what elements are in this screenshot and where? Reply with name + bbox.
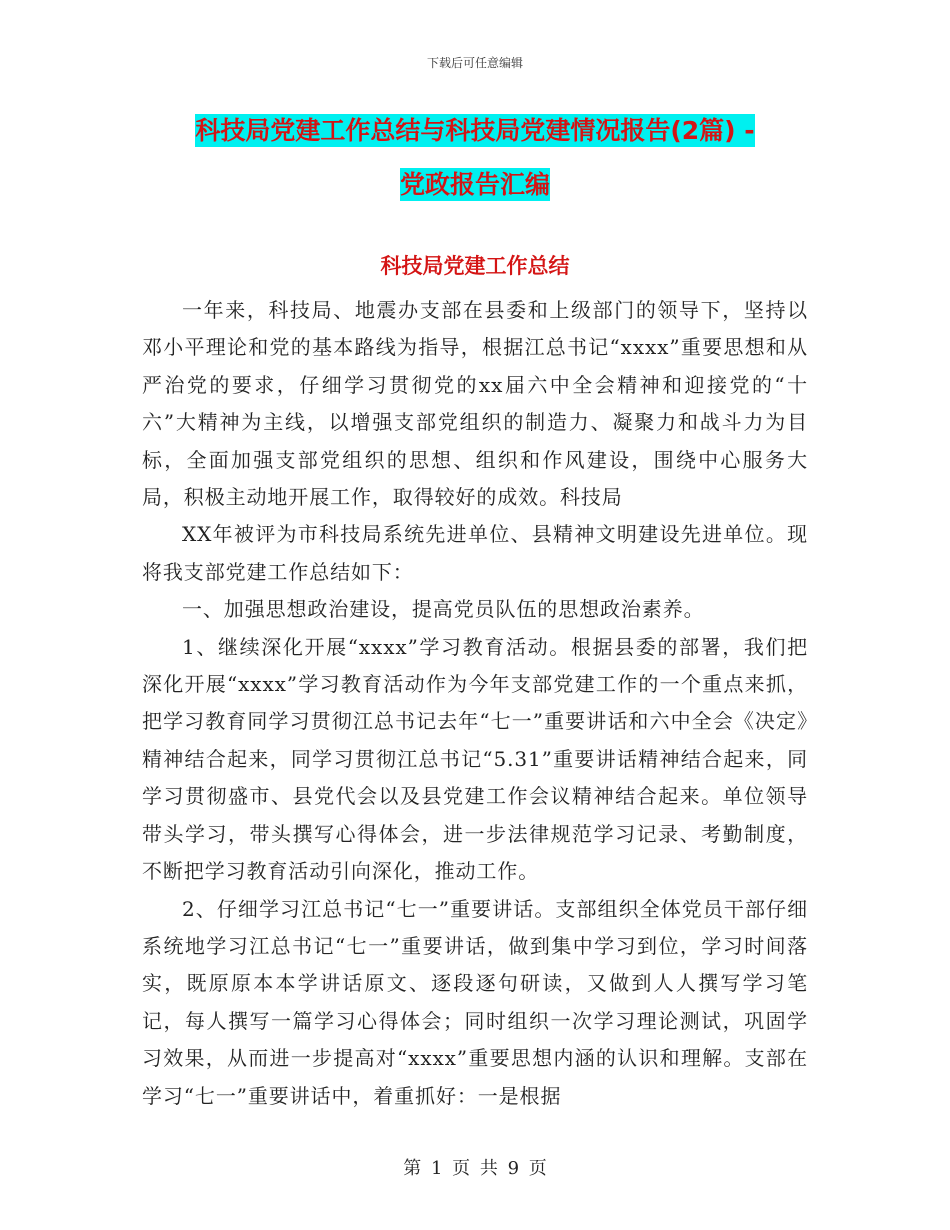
document-title: [0, 104, 950, 212]
paragraph: 2、仔细学习江总书记“七一”重要讲话。支部组织全体党员干部仔细系统地学习江总书记“七一”重要讲话，做到集中学习到位，学习时间落实，既原原本本学讲话原文、逐段逐句研读，又做到人人撰写学习笔记，每人撰写一篇学习心得体会；同时组织一次学习理论测试，巩固学习效果，从而进一步提高对“xxxx”重要思想内涵的认识和理解。支部在学习“七一”重要讲话中，着重抓好：一是根据: [142, 896, 808, 1108]
paragraph: 1、继续深化开展“xxxx”学习教育活动。根据县委的部署，我们把深化开展“xxxx”学习教育活动作为今年支部党建工作的一个重点来抓，把学习教育同学习贯彻江总书记去年“七一”重要讲话和六中全会《决定》精神结合起来，同学习贯彻江总书记“5.31”重要讲话精神结合起来，同学习贯彻盛市、县党代会以及县党建工作会议精神结合起来。单位领导带头学习，带头撰写心得体会，进一步法律规范学习记录、考勤制度，不断把学习教育活动引向深化，推动工作。: [142, 634, 808, 884]
document-body: [142, 292, 808, 1115]
paragraph: 一、加强思想政治建设，提高党员队伍的思想政治素养。: [182, 597, 705, 622]
paragraph: XX年被评为市科技局系统先进单位、县精神文明建设先进单位。现将我支部党建工作总结如下：: [142, 522, 808, 584]
header-note: 下载后可任意编辑: [426, 56, 523, 70]
page-footer: 第 1 页 共 9 页: [403, 1158, 547, 1179]
document-title-line1: 科技局党建工作总结与科技局党建情况报告(2篇) -: [195, 116, 755, 145]
paragraph: 一年来，科技局、地震办支部在县委和上级部门的领导下，坚持以邓小平理论和党的基本路线为指导，根据江总书记“xxxx”重要思想和从严治党的要求，仔细学习贯彻党的xx届六中全会精神和迎接党的“十六”大精神为主线，以增强支部党组织的制造力、凝聚力和战斗力为目标，全面加强支部党组织的思想、组织和作风建设，围绕中心服务大局，积极主动地开展工作，取得较好的成效。科技局: [142, 298, 808, 510]
section-title: 科技局党建工作总结: [380, 254, 570, 278]
document-title-line2: 党政报告汇编: [399, 170, 550, 199]
